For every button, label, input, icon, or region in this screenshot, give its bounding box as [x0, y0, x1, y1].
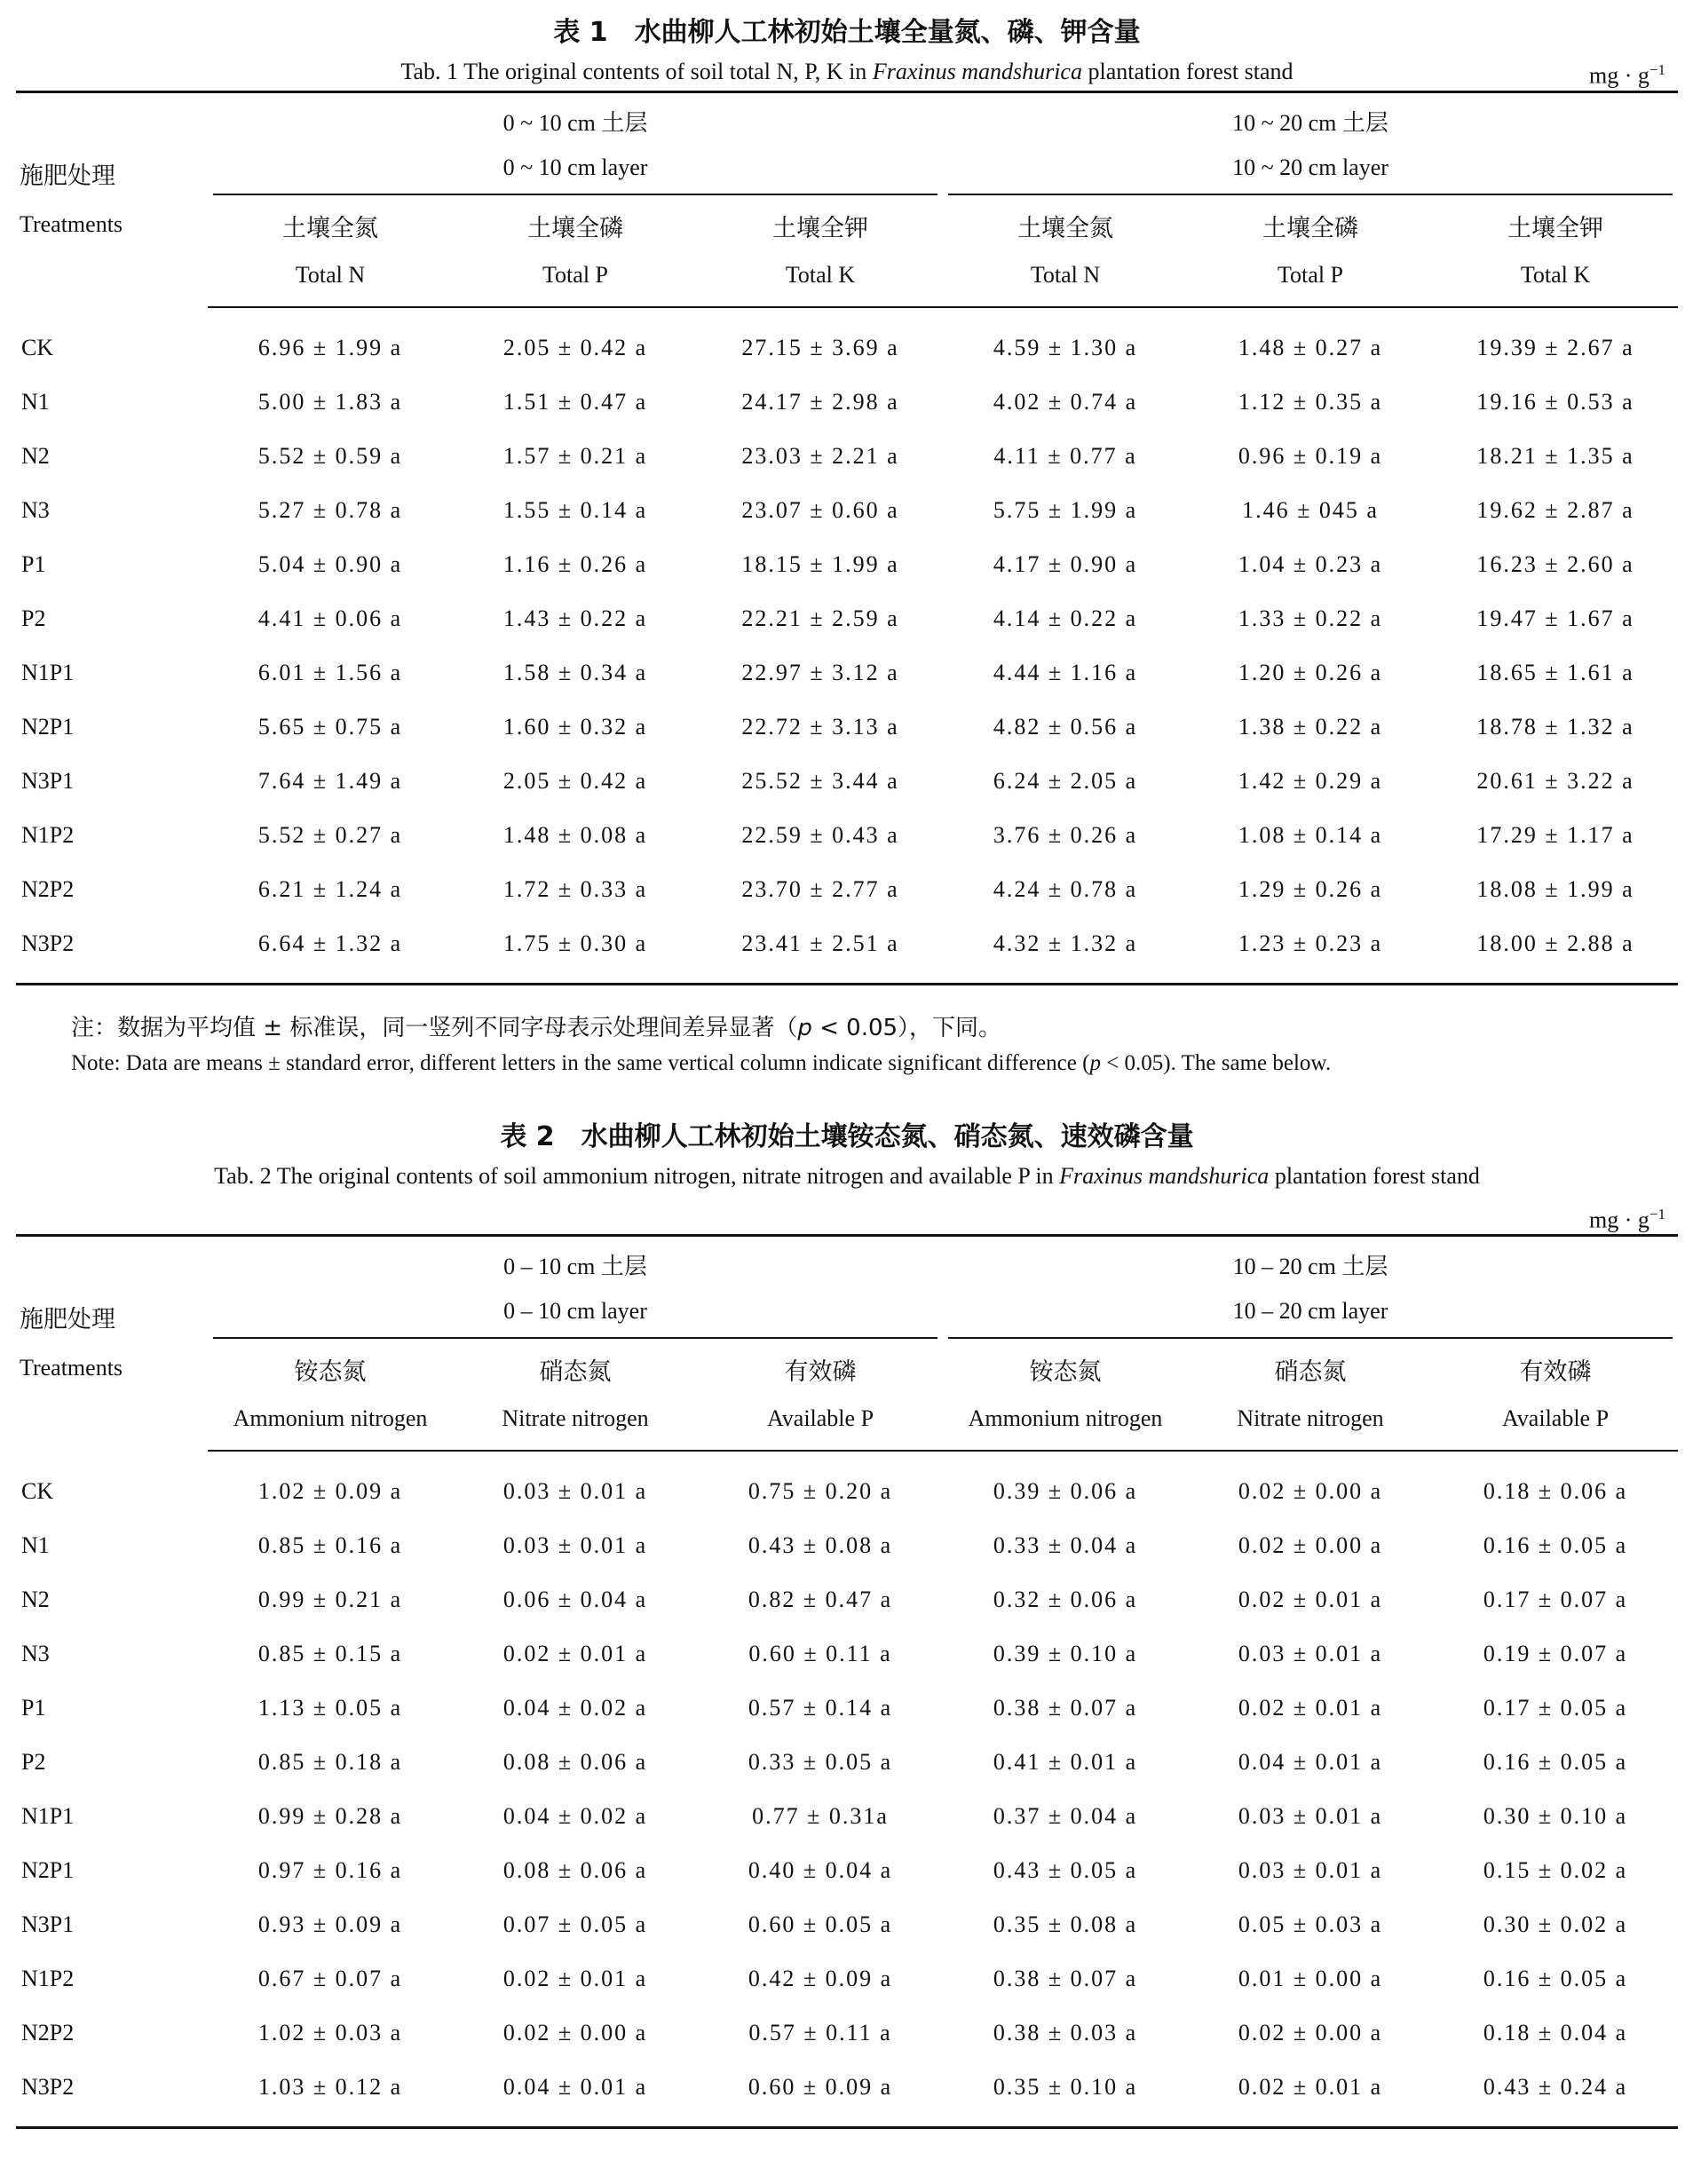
table1-layer1-header-cn: 0 ~ 10 cm 土层 [502, 110, 648, 136]
table2-cell: 0.85 ± 0.15 a [257, 1641, 403, 1666]
table2-cell: 0.85 ± 0.18 a [257, 1749, 403, 1775]
table1-layer2-header [943, 92, 1678, 199]
table1-cell: 1.43 ± 0.22 a [502, 605, 648, 631]
table1-cell: 23.70 ± 2.77 a [741, 876, 899, 902]
table1-units-base: mg · g [1589, 62, 1649, 89]
table2-cell: 0.60 ± 0.11 a [748, 1641, 892, 1666]
table1-row [16, 862, 1678, 916]
table2-cell: 0.38 ± 0.07 a [993, 1966, 1138, 1991]
note-cn-prefix: 注：数据为平均值 ± 标准误，同一竖列不同字母表示处理间差异显著（ [71, 1015, 798, 1041]
table1-column-header [698, 198, 943, 307]
table2-column-headers [16, 1341, 1678, 1451]
table1-cell: 6.96 ± 1.99 a [257, 335, 403, 360]
table1-row [16, 591, 1678, 645]
table1-cell: 6.21 ± 1.24 a [257, 876, 403, 902]
table1-cell: 4.14 ± 0.22 a [993, 605, 1138, 631]
table2-layer2-header-cn: 10 – 20 cm 土层 [1232, 1254, 1388, 1279]
table1-cell: 1.29 ± 0.26 a [1238, 876, 1383, 902]
table1-column-header [453, 198, 698, 307]
table2-cell: 0.43 ± 0.24 a [1483, 2074, 1628, 2100]
table1-cell: 4.11 ± 0.77 a [993, 443, 1137, 469]
table2-row [16, 1789, 1678, 1843]
table2-cell: 0.16 ± 0.05 a [1483, 1749, 1628, 1775]
table2-column-header-cn: 有效磷 [1519, 1358, 1592, 1386]
table2-cell: 0.02 ± 0.01 a [1238, 1587, 1383, 1612]
table2-cell: 0.18 ± 0.06 a [1483, 1478, 1628, 1504]
table1-cell: 5.75 ± 1.99 a [993, 497, 1138, 523]
table1-column-header-en: Total K [785, 262, 856, 288]
table1-cell: 4.32 ± 1.32 a [993, 930, 1138, 956]
table2-column-header [943, 1341, 1188, 1451]
table2-cell: 0.06 ± 0.04 a [502, 1587, 648, 1612]
table1-units [1589, 51, 1678, 95]
table2-cell: 0.07 ± 0.05 a [502, 1911, 648, 1937]
table1-column-header [208, 198, 453, 307]
table1-cell: 18.21 ± 1.35 a [1476, 443, 1634, 469]
table1-caption-en-prefix: Tab. 1 The original contents of soil total N, P, K in [400, 59, 873, 84]
table1-column-header [943, 198, 1188, 307]
table2-row-treatment: P1 [21, 1695, 46, 1721]
table2-row [16, 1518, 1678, 1572]
table1-column-header [1188, 198, 1433, 307]
table1-column-header-en: Total K [1520, 262, 1591, 288]
table2-caption-en-prefix: Tab. 2 The original contents of soil ammonium nitrogen, nitrate nitrogen and available P in [214, 1163, 1060, 1189]
table1-layer2-header-en: 10 ~ 20 cm layer [1232, 154, 1388, 180]
table1-cell: 1.08 ± 0.14 a [1238, 822, 1383, 848]
table1-row [16, 808, 1678, 862]
table1-cell: 4.44 ± 1.16 a [993, 660, 1138, 685]
table2-cell: 0.30 ± 0.10 a [1483, 1803, 1628, 1829]
table1-cell: 19.39 ± 2.67 a [1476, 335, 1634, 360]
table2-column-header-en: Nitrate nitrogen [502, 1405, 649, 1431]
table1-cell: 5.52 ± 0.27 a [257, 822, 403, 848]
table1-cell: 22.59 ± 0.43 a [741, 822, 899, 848]
table2-row-treatment: N3P1 [21, 1911, 75, 1937]
table1-treatments-header-en: Treatments [20, 210, 123, 237]
table1-row-treatment: N2 [21, 443, 50, 469]
table2-layer2-header-en: 10 – 20 cm layer [1232, 1298, 1388, 1324]
table2 [16, 1234, 1678, 2129]
table1-cell: 5.04 ± 0.90 a [257, 551, 403, 577]
table2-column-header-en: Available P [1501, 1405, 1610, 1431]
table1-cell: 3.76 ± 0.26 a [993, 822, 1138, 848]
table2-cell: 0.02 ± 0.00 a [1238, 1478, 1383, 1504]
table1-row [16, 645, 1678, 700]
table1-column-header-cn: 土壤全磷 [1262, 215, 1358, 242]
table1-row-treatment: N2P1 [21, 714, 75, 740]
table2-cell: 0.37 ± 0.04 a [993, 1803, 1138, 1829]
table1-column-headers [16, 198, 1678, 307]
table2-cell: 0.02 ± 0.01 a [1238, 1695, 1383, 1721]
table2-row [16, 1843, 1678, 1897]
table2-row-treatment: N2P2 [21, 2020, 75, 2046]
table2-cell: 0.17 ± 0.05 a [1483, 1695, 1628, 1721]
table2-cell: 0.85 ± 0.16 a [257, 1532, 403, 1558]
table2-row [16, 1951, 1678, 2006]
table1-column-header-cn: 土壤全氮 [1017, 215, 1113, 242]
table1-cell: 1.42 ± 0.29 a [1238, 768, 1383, 794]
table1-caption-cn: 表 1 水曲柳人工林初始土壤全量氮、磷、钾含量 [553, 17, 1141, 48]
table1-cell: 18.65 ± 1.61 a [1476, 660, 1634, 685]
table2-cell: 0.77 ± 0.31a [752, 1803, 889, 1829]
table2-cell: 0.35 ± 0.10 a [993, 2074, 1138, 2100]
table1-column-header-cn: 土壤全氮 [282, 215, 378, 242]
table1-row [16, 537, 1678, 591]
table1-treatments-header-cn: 施肥处理 [20, 162, 115, 190]
table2-cell: 0.57 ± 0.14 a [748, 1695, 893, 1721]
table1-cell: 18.78 ± 1.32 a [1476, 714, 1634, 740]
table1-column-header-cn: 土壤全磷 [527, 215, 623, 242]
table1-cell: 22.21 ± 2.59 a [741, 605, 899, 631]
table2-row-treatment: N3 [21, 1641, 50, 1666]
table1-layer2-header-cn: 10 ~ 20 cm 土层 [1232, 110, 1388, 136]
table2-cell: 0.08 ± 0.06 a [502, 1857, 648, 1883]
table2-cell: 0.33 ± 0.05 a [748, 1749, 893, 1775]
table2-cell: 0.04 ± 0.01 a [1238, 1749, 1383, 1775]
table2-row [16, 1626, 1678, 1681]
table1-cell: 19.16 ± 0.53 a [1476, 389, 1634, 415]
table1-cell: 1.75 ± 0.30 a [502, 930, 648, 956]
table1-cell: 4.17 ± 0.90 a [993, 551, 1138, 577]
table2-column-header-cn: 铵态氮 [294, 1358, 367, 1386]
table1-column-header-cn: 土壤全钾 [1507, 215, 1603, 242]
table1-cell: 23.41 ± 2.51 a [741, 930, 899, 956]
table1-cell: 22.72 ± 3.13 a [741, 714, 899, 740]
table2-column-header-en: Ammonium nitrogen [233, 1405, 428, 1431]
table1-row-treatment: N1P1 [21, 660, 75, 685]
table2-row-treatment: N1P2 [21, 1966, 75, 1991]
table2-cell: 0.43 ± 0.05 a [993, 1857, 1138, 1883]
table2-caption-en [16, 1158, 1678, 1195]
table1-cell: 1.48 ± 0.08 a [502, 822, 648, 848]
note-en-prefix: Note: Data are means ± standard error, different letters in the same vertical column indicate significant difference ( [71, 1051, 1090, 1075]
table2-layer1-header [208, 1236, 943, 1342]
table1-row [16, 700, 1678, 754]
table1-row [16, 754, 1678, 808]
table1-cell: 19.62 ± 2.87 a [1476, 497, 1634, 523]
table1-cell: 18.00 ± 2.88 a [1476, 930, 1634, 956]
table1-row [16, 483, 1678, 537]
table1-cell: 1.33 ± 0.22 a [1238, 605, 1383, 631]
table1-treatments-header [16, 92, 208, 308]
table2-row-treatment: N1 [21, 1532, 50, 1558]
table2-cell: 0.16 ± 0.05 a [1483, 1532, 1628, 1558]
table1-layer1-header [208, 92, 943, 199]
table2-units [16, 1195, 1678, 1234]
table1-cell: 1.46 ± 045 a [1242, 497, 1379, 523]
table1-row-treatment: N3P1 [21, 768, 75, 794]
table1-cell: 27.15 ± 3.69 a [741, 335, 899, 360]
table1-cell: 5.00 ± 1.83 a [257, 389, 403, 415]
table1-cell: 0.96 ± 0.19 a [1238, 443, 1383, 469]
table2-cell: 0.04 ± 0.02 a [502, 1803, 648, 1829]
table1-column-header-cn: 土壤全钾 [772, 215, 868, 242]
table2-units-exp: −1 [1649, 1206, 1665, 1223]
table2-column-header-cn: 硝态氮 [539, 1358, 612, 1386]
table2-layer1-header-en: 0 – 10 cm layer [503, 1298, 647, 1324]
table2-column-header-en: Available P [766, 1405, 874, 1431]
table1-cell: 1.38 ± 0.22 a [1238, 714, 1383, 740]
table2-treatments-header [16, 1236, 208, 1452]
table2-column-header-en: Ammonium nitrogen [968, 1405, 1163, 1431]
table2-row-treatment: N1P1 [21, 1803, 75, 1829]
table2-cell: 0.39 ± 0.10 a [993, 1641, 1138, 1666]
table2-cell: 0.60 ± 0.05 a [748, 1911, 893, 1937]
table1-row-treatment: P1 [21, 551, 46, 577]
table2-row-treatment: N3P2 [21, 2074, 75, 2100]
table2-column-header-cn: 硝态氮 [1274, 1358, 1347, 1386]
table1-cell: 20.61 ± 3.22 a [1476, 768, 1634, 794]
table1-layer1-header-en: 0 ~ 10 cm layer [502, 154, 648, 180]
table1-cell: 1.57 ± 0.21 a [502, 443, 648, 469]
table2-caption-en-suffix: plantation forest stand [1269, 1163, 1480, 1189]
table2-cell: 0.03 ± 0.01 a [502, 1478, 648, 1504]
table2-row-treatment: CK [21, 1477, 54, 1504]
table2-cell: 0.03 ± 0.01 a [1238, 1857, 1383, 1883]
table1-cell: 4.59 ± 1.30 a [993, 335, 1138, 360]
table1-caption-en [16, 53, 1678, 91]
table1-cell: 1.16 ± 0.26 a [502, 551, 648, 577]
table1-cell: 18.15 ± 1.99 a [741, 551, 899, 577]
table2-cell: 0.08 ± 0.06 a [502, 1749, 648, 1775]
table1-cell: 6.64 ± 1.32 a [257, 930, 403, 956]
table2-cell: 0.99 ± 0.28 a [257, 1803, 403, 1829]
note-cn-p: p [797, 1015, 812, 1041]
table2-column-header [1188, 1341, 1433, 1451]
table1-cell: 5.65 ± 0.75 a [257, 714, 403, 740]
table2-cell: 0.02 ± 0.00 a [1238, 2020, 1383, 2046]
table2-cell: 0.04 ± 0.01 a [502, 2074, 648, 2100]
table2-cell: 0.32 ± 0.06 a [993, 1587, 1138, 1612]
note-en-p: p [1089, 1051, 1101, 1075]
table2-cell: 1.02 ± 0.09 a [257, 1478, 403, 1504]
table2-cell: 0.18 ± 0.04 a [1483, 2020, 1628, 2046]
table-note [16, 1010, 1678, 1081]
table1-cell: 1.55 ± 0.14 a [502, 497, 648, 523]
table1-cell: 1.04 ± 0.23 a [1238, 551, 1383, 577]
table1-cell: 23.07 ± 0.60 a [741, 497, 899, 523]
table1-cell: 5.27 ± 0.78 a [257, 497, 403, 523]
table2-cell: 0.99 ± 0.21 a [257, 1587, 403, 1612]
table1-cell: 23.03 ± 2.21 a [741, 443, 899, 469]
table1-cell: 6.01 ± 1.56 a [257, 660, 403, 685]
table2-column-header-cn: 有效磷 [784, 1358, 857, 1386]
table2-cell: 0.43 ± 0.08 a [748, 1532, 893, 1558]
table1-cell: 1.58 ± 0.34 a [502, 660, 648, 685]
table2-cell: 0.38 ± 0.03 a [993, 2020, 1138, 2046]
table1-row [16, 375, 1678, 429]
table2-cell: 0.15 ± 0.02 a [1483, 1857, 1628, 1883]
table2-cell: 0.03 ± 0.01 a [1238, 1803, 1383, 1829]
table1-body [16, 307, 1678, 985]
table2-row [16, 1572, 1678, 1626]
table2-body [16, 1451, 1678, 2128]
table2-cell: 0.03 ± 0.01 a [1238, 1641, 1383, 1666]
table2-cell: 0.57 ± 0.11 a [748, 2020, 892, 2046]
table1-cell: 24.17 ± 2.98 a [741, 389, 899, 415]
table2-row [16, 2060, 1678, 2128]
table2-layer2-header [943, 1236, 1678, 1342]
table1-caption-en-row [16, 53, 1678, 91]
table1-cell: 1.51 ± 0.47 a [502, 389, 648, 415]
note-cn-suffix: < 0.05），下同。 [811, 1015, 1002, 1041]
table2-cell: 1.13 ± 0.05 a [257, 1695, 403, 1721]
table1-row [16, 307, 1678, 375]
table-note-cn [71, 1010, 1678, 1046]
table1-row [16, 916, 1678, 985]
table-note-en [71, 1046, 1678, 1081]
table2-cell: 0.02 ± 0.00 a [502, 2020, 648, 2046]
table1-row-treatment: N3 [21, 497, 50, 523]
table2-cell: 0.39 ± 0.06 a [993, 1478, 1138, 1504]
table2-cell: 0.67 ± 0.07 a [257, 1966, 403, 1991]
table2-row [16, 1735, 1678, 1789]
table1-caption-en-species: Fraxinus mandshurica [872, 59, 1082, 84]
table2-cell: 0.35 ± 0.08 a [993, 1911, 1138, 1937]
table2-cell: 0.93 ± 0.09 a [257, 1911, 403, 1937]
table2-cell: 0.97 ± 0.16 a [257, 1857, 403, 1883]
table1-row-treatment: CK [21, 334, 54, 360]
table2-cell: 0.02 ± 0.01 a [502, 1966, 648, 1991]
table1-caption-en-suffix: plantation forest stand [1081, 59, 1293, 84]
table1-cell: 6.24 ± 2.05 a [993, 768, 1138, 794]
table1-column-header-en: Total P [1277, 262, 1343, 288]
table2-column-header [1433, 1341, 1678, 1451]
table1-cell: 2.05 ± 0.42 a [502, 768, 648, 794]
table2-cell: 0.02 ± 0.01 a [1238, 2074, 1383, 2100]
table2-caption-cn: 表 2 水曲柳人工林初始土壤铵态氮、硝态氮、速效磷含量 [500, 1121, 1194, 1152]
table2-cell: 0.42 ± 0.09 a [748, 1966, 893, 1991]
table1-cell: 1.72 ± 0.33 a [502, 876, 648, 902]
table1-cell: 5.52 ± 0.59 a [257, 443, 403, 469]
table2-treatments-header-en: Treatments [20, 1354, 123, 1381]
table2-cell: 0.33 ± 0.04 a [993, 1532, 1138, 1558]
table1-cell: 1.60 ± 0.32 a [502, 714, 648, 740]
table1-cell: 7.64 ± 1.49 a [257, 768, 403, 794]
table1-cell: 4.41 ± 0.06 a [257, 605, 403, 631]
table2-row [16, 1451, 1678, 1518]
table1-row-treatment: P2 [21, 605, 46, 631]
table2-row [16, 1681, 1678, 1735]
table2-cell: 0.41 ± 0.01 a [993, 1749, 1138, 1775]
table1-row-treatment: N1P2 [21, 822, 75, 848]
table2-row-treatment: N2P1 [21, 1857, 75, 1883]
table1-row-treatment: N2P2 [21, 876, 75, 902]
table2-column-header [208, 1341, 453, 1451]
table2-row [16, 2006, 1678, 2060]
table1-row-treatment: N3P2 [21, 930, 75, 956]
table1-cell: 4.02 ± 0.74 a [993, 389, 1138, 415]
table2-cell: 0.04 ± 0.02 a [502, 1695, 648, 1721]
table2-caption-en-species: Fraxinus mandshurica [1059, 1163, 1270, 1189]
table2-cell: 0.19 ± 0.07 a [1483, 1641, 1628, 1666]
table2-cell: 0.01 ± 0.00 a [1238, 1966, 1383, 1991]
table1-cell: 19.47 ± 1.67 a [1476, 605, 1634, 631]
table1-cell: 2.05 ± 0.42 a [502, 335, 648, 360]
table1-cell: 18.08 ± 1.99 a [1476, 876, 1634, 902]
table2-cell: 0.30 ± 0.02 a [1483, 1911, 1628, 1937]
table2-units-base: mg · g [1589, 1207, 1649, 1233]
table2-layer1-header-cn: 0 – 10 cm 土层 [503, 1254, 647, 1279]
table1-cell: 1.23 ± 0.23 a [1238, 930, 1383, 956]
table1-cell: 16.23 ± 2.60 a [1476, 551, 1634, 577]
table1-column-header [1433, 198, 1678, 307]
table1 [16, 91, 1678, 985]
table1-column-header-en: Total P [542, 262, 608, 288]
table2-cell: 0.17 ± 0.07 a [1483, 1587, 1628, 1612]
table2-row-treatment: P2 [21, 1749, 46, 1775]
table2-column-header-en: Nitrate nitrogen [1237, 1405, 1384, 1431]
table1-cell: 1.48 ± 0.27 a [1238, 335, 1383, 360]
table1-cell: 17.29 ± 1.17 a [1476, 822, 1634, 848]
table2-treatments-header-cn: 施肥处理 [20, 1305, 115, 1333]
table2-row-treatment: N2 [21, 1587, 50, 1612]
table1-units-exp: −1 [1649, 61, 1665, 78]
page [16, 0, 1678, 2129]
table2-cell: 0.60 ± 0.09 a [748, 2074, 893, 2100]
table1-cell: 4.82 ± 0.56 a [993, 714, 1138, 740]
table2-cell: 0.16 ± 0.05 a [1483, 1966, 1628, 1991]
table1-cell: 4.24 ± 0.78 a [993, 876, 1138, 902]
note-en-suffix: < 0.05). The same below. [1100, 1051, 1332, 1075]
table2-cell: 0.05 ± 0.03 a [1238, 1911, 1383, 1937]
table2-cell: 0.02 ± 0.00 a [1238, 1532, 1383, 1558]
table2-cell: 0.38 ± 0.07 a [993, 1695, 1138, 1721]
table2-column-header [698, 1341, 943, 1451]
table2-column-header [453, 1341, 698, 1451]
table1-column-header-en: Total N [295, 262, 366, 288]
table2-cell: 0.82 ± 0.47 a [748, 1587, 893, 1612]
table1-cell: 25.52 ± 3.44 a [741, 768, 899, 794]
table1-cell: 1.12 ± 0.35 a [1238, 389, 1383, 415]
table2-cell: 0.02 ± 0.01 a [502, 1641, 648, 1666]
table1-cell: 22.97 ± 3.12 a [741, 660, 899, 685]
table2-cell: 1.03 ± 0.12 a [257, 2074, 403, 2100]
table1-row-treatment: N1 [21, 389, 50, 415]
table2-cell: 0.75 ± 0.20 a [748, 1478, 893, 1504]
table1-column-header-en: Total N [1030, 262, 1101, 288]
table2-row [16, 1897, 1678, 1951]
table2-column-header-cn: 铵态氮 [1029, 1358, 1102, 1386]
table2-cell: 0.03 ± 0.01 a [502, 1532, 648, 1558]
table1-cell: 1.20 ± 0.26 a [1238, 660, 1383, 685]
table2-cell: 1.02 ± 0.03 a [257, 2020, 403, 2046]
table1-row [16, 429, 1678, 483]
table2-cell: 0.40 ± 0.04 a [748, 1857, 893, 1883]
